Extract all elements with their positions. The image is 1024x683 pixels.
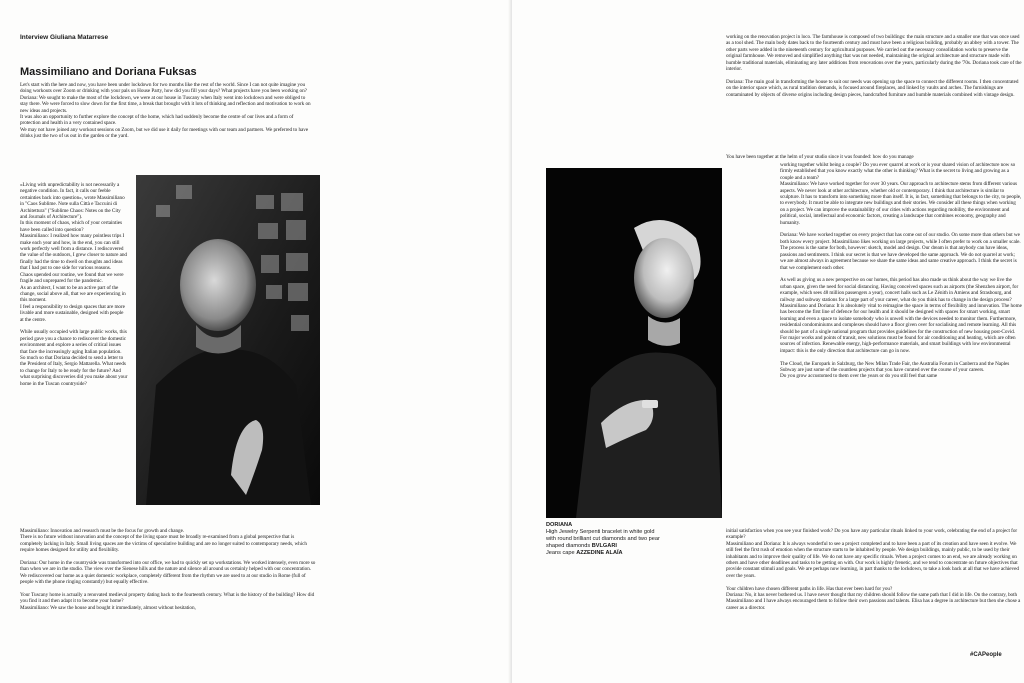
caption-line-4: Jeans cape AZZEDINE ALAÏA [546,550,623,556]
right-question-text: You have been together at the helm of your studio since it was founded: how do you manage [726,154,914,160]
massimiliano-portrait [136,175,320,505]
caption-line-2: with round brilliant cut diamonds and two pear [546,536,660,542]
intro-text: Let's start with the here and now, you have been under lockdown for two months like the rest of the world. Since I can not quite imagine you doing workouts over Zoom or drinking with your pals on House Party, how did you fill your days? What projects have you been working on? Doriana: We sought to make the most of the lockdown, we were at our house in Tuscany when Italy went into lockdown and were obliged to stay there. We were forced to slow down for the first time, a break that brought with it lots of thinking and reflection and motivation to work on new ideas and projects. It was also an opportunity to further explore the concept of the home, which had suddenly become the centre of our lives and a form of protection and health in a very contained space. We may not have joined any workout sessions on Zoom, but we did use it daily for meetings with our team and partners. We preferred to have drinks just the two of us out in the garden or the yard. [20,82,311,140]
right-page [512,0,1024,683]
left-bottom-text: Massimiliano: Innovation and research must be the focus for growth and change. There is no future without innovation and the concept of the living space must be broadly re-examined from a global perspective that is completely lacking in Italy. Small living spaces are the victims of speculative building and are no longer suited to contemporary needs, which require homes designed for utility and flexibility. Doriana: Our home in the countryside was transformed into our office, we had to quickly set up workstations. We worked intensely, even more so than when we are in the studio. The view over the Sienese hills and the nature and silence all around us certainly helped with our concentration. We rediscovered our home as a quiet domestic workplace, completely different from the rhythm we are used to at our studio in Rome (full of people with the phone ringing constantly) but equally effective. Your Tuscany home is actually a renovated medieval property dating back to the fourteenth century. What is the history of the building? How did you find it and then adapt it to become your home? Massimiliano: We saw the house and bought it immediately, almost without hesitation, [20,528,316,611]
massimiliano-portrait-image [136,175,320,505]
right-top-text: working on the renovation project in loco. The farmhouse is composed of two buildings: the main structure and a smaller one that was once used as a tool shed. The main body dates back to the fourteenth century and must have been a religious building, probably an abbey with a tower. The other parts were added in the nineteenth century for agricultural purposes. We carried out the necessary consolidation works to preserve the original farmhouse. We removed and simplified anything that was not needed, maintaining the original architecture and structure made with humble traditional materials, eliminating any later additions from renovations over the years, particularly during the '70s. Doriana took care of the interior. Doriana: The main goal in transforming the house to suit our needs was opening up the space to connect the different rooms. I then concentrated on the interior space which, as rural tradition demands, is focused around fireplaces, and linked by vaults and arches. The furnishings are contaminated by objects of diverse origins including design pieces, handcrafted furniture and humble materials combined with vintage design. [726,34,1022,98]
photo-caption [546,522,716,557]
doriana-portrait-image [546,168,722,518]
article-title: Massimiliano and Doriana Fuksas [20,66,197,78]
right-column-text: working together whilst being a couple? Do you ever quarrel at work or is your shared vision of architecture now so firmly established that you know exactly what the other is thinking? What is the secret to living and growing as a couple and a team? Massimiliano: We have worked together for over 30 years. Our approach to architecture stems from different various aspects. We never look at other architecture, whether old or contemporary. I think that architecture is similar to sculpture. It has to transform into something more than itself. It is, in fact, something that belongs to the city, to people, to everybody. It must be able to integrate new buildings and their stories. We consider all these things when working on a project. We can improve the sustainability of our cities with actions regarding mobility, the environment and political, social, intellectual and economic factors, creating a landscape that combines economy, geography and humanity. Doriana: We have worked together on every project that has come out of our studio. On some more than others but we both know every project. Massimiliano likes working on large projects, while I often prefer to work on a smaller scale. The process is the same for both, however: sketch, model and design. Our dream is that anybody can have ideas, passions and sentiments. I think our secret is that we have developed the same approach. We do not quarrel at work; we are almost always in agreement because we share the same ideas and same creative approach. I think the secret is that we complement each other. As well as giving us a new perspective on our homes, this period has also made us think about the way we live the urban space, given the need for social distancing. Having conceived spaces such as airports (the Shenzhen airport, for example, which sees 48 million passengers a year), concert halls such as Le Zénith in Amiens and Strasbourg, and railway and subway stations for a large part of your career, what do you think has to change in the design process? Massimiliano and Doriana: It is absolutely vital to reimagine the space in terms of flexibility and innovation. The home has become the first line of defence for our health and it should be designed with spaces for smart working, smart learning and even a space to isolate somebody who is unwell with the devices needed to monitor them. Furthermore, residential condominiums and complexes should have a floor given over for socialising and remote learning. All this should be part of a single national program that provides guidelines for the construction of new housing post-Covid. For major works and points of transit, new solutions must be found for air conditioning and heating, which are often sources of infection. Renewable energy, high-performance materials, and smart buildings with low environmental impact: this is the only direction that architecture can go in now. The Cloud, the Europark in Salzburg, the New Milan Trade Fair, the Australia Forum in Canberra and the Naples Subway are just some of the countless projects that you have curated over the course of your careers. Do you grow accustomed to them over the years or do you still feel that same [780,162,1022,380]
article-header: Interview Giuliana Matarrese [20,34,109,41]
caption-brand-2: AZZEDINE ALAÏA [576,550,623,556]
caption-line-1: High Jewelry Serpenti bracelet in white gold [546,529,655,535]
caption-brand-1: BVLGARI [591,543,617,549]
left-column-text: «Living with unpredictability is not necessarily a negative condition. In fact, it calls our feeble certainties back into question», wrote Massimiliano in "Caos Sublime. Note sulla Città e Taccuini di Architettura" ("Sublime Chaos: Notes on the City and Journals of Architecture"). In this moment of chaos, which of your certainties have been called into question? Massimiliano: I realized how many pointless trips I make each year and how, in the end, you can still work perfectly well from a distance. I rediscovered the value of the outdoors, I grew closer to nature and finally had the time to dwell on thoughts and ideas that I had put to one side for various reasons. Chaos upended our routine, we found that we were fragile and unprepared for the pandemic. As an architect, I want to be an active part of the change, social above all, that we are experiencing in this moment. I feel a responsibility to design spaces that are more livable and more sustainable, designed with people at the centre. While usually occupied with large public works, this period gave you a chance to rediscover the domestic environment and explore a series of critical issues that face the increasingly aging Italian population. So much so that Doriana decided to send a letter to the President of Italy, Sergio Mattarella. What needs to change for Italy to be ready for the future? And what surprising discoveries did you make about your home in the Tuscan countryside? [20,182,128,387]
hashtag: #CAPeople [970,652,1002,658]
right-bottom-text: initial satisfaction when you see your finished work? Do you have any particular rituals linked to your work, celebrating the end of a project for example? Massimiliano and Doriana: It is always wonderful to see a project completed and to have been a part of its creation and have seen it evolve. We still feel the first rush of emotion when the structure starts to be inhabited by people. We design buildings, mainly public, to be used by their inhabitants and to improve their quality of life. We do not have any specific rituals. When a project comes to an end, we are already working on others and have other deadlines and tasks to be getting on with. Our work is highly frenetic, and we tend to concentrate on future objectives that provide constant stimuli and goals. We are perhaps now learning, in part thanks to the lockdown, to take a look back at all that we have achieved over the years. Your children have chosen different paths in life. Has that ever been hard for you? Doriana: No, it has never bothered us. I have never thought that my children should follow the same path that I did in life. On the contrary, both Massimiliano and I have always encouraged them to follow their own passions and talents. Elisa has a degree in architecture but then she chose a career as a director. [726,528,1021,611]
doriana-portrait [546,168,722,518]
caption-line-3: shaped diamonds BVLGARI [546,543,617,549]
caption-name: DORIANA [546,522,573,528]
